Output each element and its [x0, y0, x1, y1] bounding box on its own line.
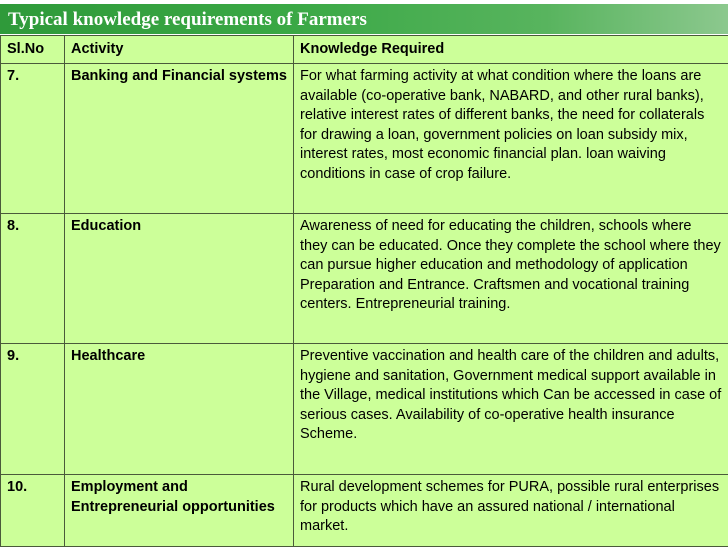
- row-knowledge: For what farming activity at what condition where the loans are available (co-operative bank, NABARD, and other rural banks), relative interest rates of different banks, the need for collaterals for drawing a loan, government policies on loan subsidy mix, interest rates, most economic financial plan. loan waiving conditions in case of crop failure.: [294, 64, 728, 214]
- knowledge-table: [0, 35, 728, 547]
- table-row: [1, 344, 728, 475]
- row-activity: Healthcare: [65, 344, 294, 475]
- title-bar: [0, 4, 728, 34]
- row-knowledge: Rural development schemes for PURA, possible rural enterprises for products which have an assured national / international market.: [294, 475, 728, 547]
- header-knowledge: Knowledge Required: [294, 36, 728, 64]
- table-row: [1, 475, 728, 547]
- row-activity: Education: [65, 214, 294, 344]
- table-row: [1, 64, 728, 214]
- row-activity: Employment and Entrepreneurial opportunities: [65, 475, 294, 547]
- table-row: [1, 214, 728, 344]
- row-activity: Banking and Financial systems: [65, 64, 294, 214]
- header-activity: Activity: [65, 36, 294, 64]
- row-number: 9.: [1, 344, 65, 475]
- page-title: Typical knowledge requirements of Farmers: [8, 9, 367, 31]
- table-header-row: [1, 36, 728, 64]
- row-number: 7.: [1, 64, 65, 214]
- header-slno: Sl.No: [1, 36, 65, 64]
- row-knowledge: Preventive vaccination and health care of the children and adults, hygiene and sanitation, Government medical support available in the Village, medical institutions which Can be accessed in case of serious cases. Availability of co-operative health insurance Scheme.: [294, 344, 728, 475]
- row-number: 10.: [1, 475, 65, 547]
- row-number: 8.: [1, 214, 65, 344]
- row-knowledge: Awareness of need for educating the children, schools where they can be educated. Once they complete the school where they can pursue higher education and methodology of application Preparation and Entrance. Craftsmen and vocational training centers. Entrepreneurial training.: [294, 214, 728, 344]
